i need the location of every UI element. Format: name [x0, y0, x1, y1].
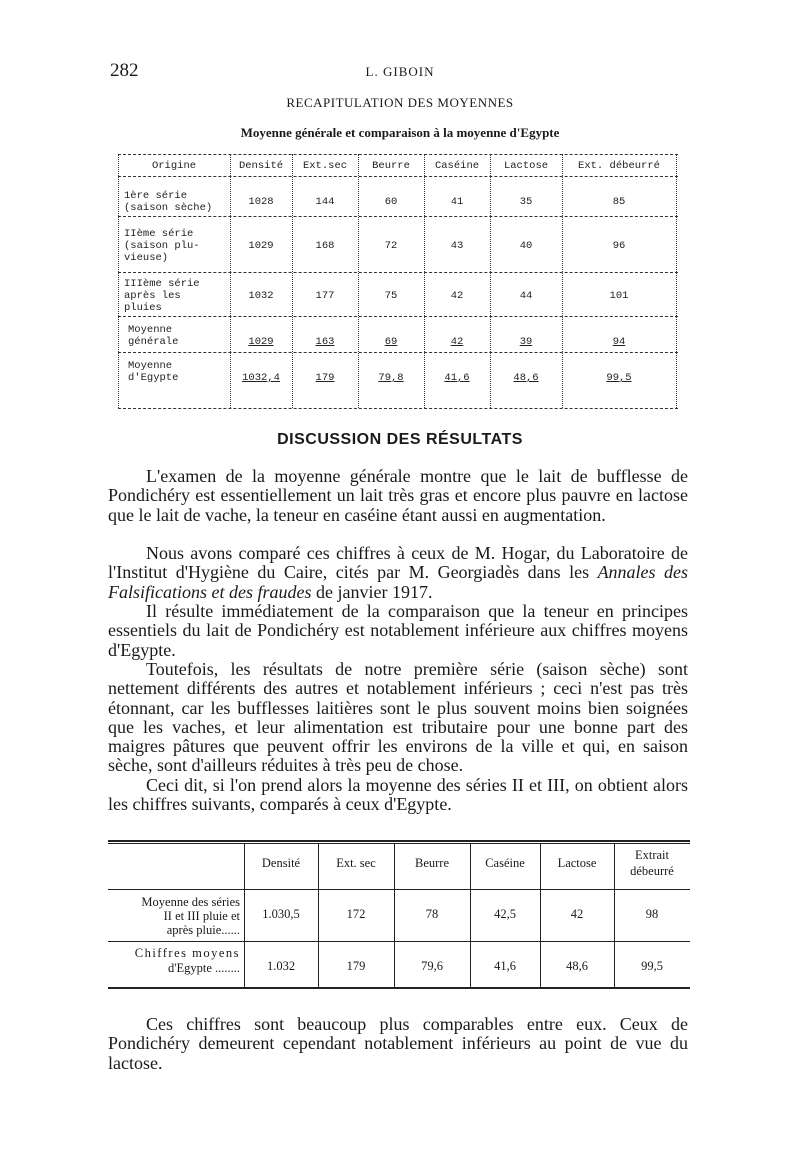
table-cell: 85: [612, 196, 626, 208]
paragraph-text: de janvier 1917.: [311, 581, 433, 602]
row-label: IIème série: [124, 228, 194, 240]
table-cell: 1032: [248, 290, 274, 302]
col-header-densite: Densité: [238, 160, 284, 172]
col-header-caseine: Caséine: [434, 160, 480, 172]
paragraph: Ceci dit, si l'on prend alors la moyenne des séries II et III, on obtient alors les chiffres suivants, comparés à ceux d'Egypte.: [108, 775, 688, 815]
table-rule: [676, 154, 677, 408]
table-cell: 1028: [248, 196, 274, 208]
table-rule: [108, 987, 690, 989]
table-cell: 79,8: [378, 372, 404, 384]
table-cell: 168: [315, 240, 335, 252]
table-cell: 78: [425, 907, 439, 921]
table-rule: [118, 316, 678, 317]
table-cell: 177: [315, 290, 335, 302]
table-rule: [118, 352, 678, 353]
paragraph-text: Nous avons comparé ces chiffres à ceux de M. Hogar, du Laboratoire de l'Institut d'Hygiène du Caire, cités par M. Georgiadès dans les: [108, 543, 688, 583]
row-label: générale: [128, 336, 179, 348]
table1-subtitle: Moyenne générale et comparaison à la moyenne d'Egypte: [240, 125, 560, 140]
comparison-table: [108, 840, 690, 990]
row-label: Moyenne: [128, 360, 173, 372]
col-header-extrait-debeurre: Extrait débeurré: [630, 848, 674, 878]
row-label: d'Egypte ........: [167, 961, 240, 975]
table-rule: [108, 843, 690, 844]
row-label: d'Egypte: [128, 372, 179, 384]
row-label: 1ère série: [124, 190, 188, 202]
table-cell: 94: [612, 336, 626, 348]
row-label: après les: [124, 290, 181, 302]
table-cell: 1.032: [266, 959, 296, 973]
table-cell: 41,6: [444, 372, 470, 384]
table-rule: [118, 176, 678, 177]
col-header-lactose: Lactose: [557, 856, 597, 870]
table-cell: 101: [609, 290, 629, 302]
col-header-beurre: Beurre: [372, 160, 410, 172]
table-cell: 69: [384, 336, 398, 348]
running-header-author: L. GIBOIN: [365, 64, 435, 79]
table-cell: 1029: [248, 240, 274, 252]
journal-title: Annales des Falsifications et des fraudes: [108, 562, 688, 602]
paragraph: [108, 544, 688, 602]
row-label: Moyenne: [128, 324, 173, 336]
row-label: pluies: [124, 302, 162, 314]
col-header-origine: Origine: [151, 160, 197, 172]
table-cell: 41,6: [494, 959, 516, 973]
table-rule: [118, 154, 119, 408]
table-cell: 179: [346, 959, 366, 973]
table-cell: 42: [450, 290, 464, 302]
paragraph: L'examen de la moyenne générale montre que le lait de bufflesse de Pondichéry est essentiellement un lait très gras et encore plus pauvre en lactose que le lait de vache, la teneur en caséine étant aussi en augmentation.: [108, 466, 688, 525]
table-rule: [118, 272, 678, 273]
table-cell: 1032,4: [242, 372, 280, 384]
table-rule: [358, 154, 359, 408]
table-rule: [292, 154, 293, 408]
table-cell: 96: [612, 240, 626, 252]
table-cell: 35: [519, 196, 533, 208]
page-number: 282: [110, 60, 139, 81]
col-header-beurre: Beurre: [414, 856, 449, 870]
table-cell: 98: [645, 907, 659, 921]
row-label: après pluie......: [166, 923, 240, 937]
table-rule: [108, 840, 690, 842]
table-rule: [118, 154, 678, 155]
table-cell: 42,5: [494, 907, 516, 921]
paragraph: Toutefois, les résultats de notre première série (saison sèche) sont nettement différents des autres et notablement inférieurs ; ceci n'est pas très étonnant, car les bufflesses laitières sont le plus souvent moins bien soignées que les vaches, et leur alimentation est tributaire pour une bonne part des maigres pâtures que peuvent offrir les environs de la ville et qui, en saison sèche, sont d'ailleurs réduites à très peu de chose.: [108, 659, 688, 776]
col-header-caseine: Caséine: [485, 856, 525, 870]
table-cell: 79,6: [421, 959, 443, 973]
col-header-ext-sec: Ext. sec: [336, 856, 376, 870]
row-label: Moyenne des séries: [141, 895, 240, 909]
table-cell: 1.030,5: [262, 907, 300, 921]
col-header-ext-sec: Ext.sec: [302, 160, 348, 172]
table-cell: 48,6: [513, 372, 539, 384]
table-rule: [230, 154, 231, 408]
table-cell: 44: [519, 290, 533, 302]
table-cell: 42: [450, 336, 464, 348]
table-cell: 172: [346, 907, 366, 921]
table-cell: 42: [570, 907, 584, 921]
table-cell: 99,5: [641, 959, 663, 973]
section-title: RECAPITULATION DES MOYENNES: [286, 95, 514, 110]
row-label: Chiffres moyens: [134, 946, 240, 960]
table-rule: [108, 941, 690, 942]
discussion-heading: DISCUSSION DES RÉSULTATS: [277, 431, 523, 448]
table-cell: 179: [315, 372, 335, 384]
table-cell: 39: [519, 336, 533, 348]
col-header-lactose: Lactose: [503, 160, 549, 172]
row-label: II et III pluie et: [163, 909, 240, 923]
row-label: (saison sèche): [124, 202, 213, 214]
table-cell: 1029: [248, 336, 274, 348]
table-rule: [118, 408, 678, 409]
table-cell: 75: [384, 290, 398, 302]
table-cell: 60: [384, 196, 398, 208]
closing-paragraph: Ces chiffres sont beaucoup plus comparables entre eux. Ceux de Pondichéry demeurent cependant notablement inférieurs au point de vue du lactose.: [108, 1014, 688, 1073]
table-cell: 48,6: [566, 959, 588, 973]
table-cell: 99,5: [606, 372, 632, 384]
table-rule: [562, 154, 563, 408]
col-header-ext-debeurre: Ext. débeurré: [578, 160, 660, 172]
row-label: IIIème série: [124, 278, 200, 290]
table-cell: 163: [315, 336, 335, 348]
paragraph: Il résulte immédiatement de la comparaison que la teneur en principes essentiels du lait de Pondichéry est notablement inférieure aux chiffres moyens d'Egypte.: [108, 601, 688, 660]
table-rule: [424, 154, 425, 408]
table-rule: [490, 154, 491, 408]
summary-table: [118, 150, 678, 412]
table-rule: [108, 889, 690, 890]
row-label: (saison plu-: [124, 240, 200, 252]
table-cell: 144: [315, 196, 335, 208]
col-header-densite: Densité: [261, 856, 301, 870]
row-label: vieuse): [124, 252, 169, 264]
table-cell: 43: [450, 240, 464, 252]
table-cell: 72: [384, 240, 398, 252]
table-cell: 41: [450, 196, 464, 208]
table-rule: [118, 216, 678, 217]
table-cell: 40: [519, 240, 533, 252]
